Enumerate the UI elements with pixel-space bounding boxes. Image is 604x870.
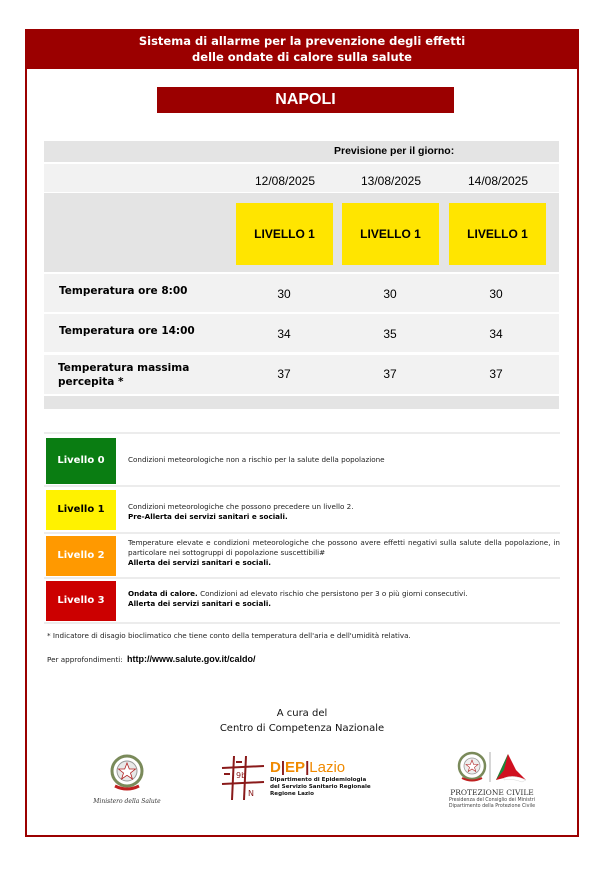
- svg-text:9b: 9b: [236, 771, 247, 780]
- dep-line3: Regione Lazio: [270, 791, 314, 797]
- protezione-civile-logo: [447, 750, 537, 814]
- dep-subtitle: [270, 777, 371, 798]
- temp-max-day-2: 37: [383, 367, 397, 381]
- protezione-title: PROTEZIONE CIVILE: [450, 788, 534, 797]
- temp-14-day-2: 35: [383, 327, 397, 341]
- republic-emblem-icon: [107, 752, 147, 794]
- legend-level-2-desc: Temperature elevate e condizioni meteorologiche che possono avere effetti negativi sulla salute della popolazione, in particolare nei sottogruppi di popolazione suscettibili#: [128, 538, 560, 557]
- dates-row: [44, 164, 559, 192]
- dep-line1: Dipartimento di Epidemiologia: [270, 777, 367, 783]
- legend-level-2-text: [128, 538, 560, 568]
- temp-14-label: Temperatura ore 14:00: [59, 325, 195, 337]
- protezione-line1: Presidenza del Consiglio dei Ministri: [448, 798, 536, 803]
- temp-max-label: [58, 361, 189, 389]
- legend-level-0-badge: Livello 0: [46, 438, 116, 484]
- dep-brand-d: D: [270, 759, 281, 776]
- legend-level-3-text: [128, 589, 560, 609]
- temp-max-row: [44, 355, 559, 394]
- more-info-label: Per approfondimenti:: [47, 655, 123, 664]
- table-footer-bar: [44, 396, 559, 409]
- page-header: [25, 29, 579, 69]
- temp-8-day-2: 30: [383, 287, 397, 301]
- legend-level-1-alert: Pre-Allerta dei servizi sanitari e sociali.: [128, 512, 288, 521]
- temp-8-row: [44, 274, 559, 312]
- svg-text:N: N: [248, 789, 254, 798]
- credits-line1: A cura del: [276, 708, 328, 719]
- temp-8-day-3: 30: [489, 287, 503, 301]
- more-info-link[interactable]: http://www.salute.gov.it/caldo/: [127, 654, 256, 664]
- legend-level-0-text: Condizioni meteorologiche non a rischio per la salute della popolazione: [128, 455, 385, 464]
- legend-level-2-badge: Livello 2: [46, 536, 116, 576]
- date-2: 13/08/2025: [360, 174, 422, 188]
- ministero-salute-logo: [92, 752, 162, 812]
- level-badge-day-3: LIVELLO 1: [449, 203, 546, 265]
- dep-brand: D|EP|Lazio: [270, 759, 346, 776]
- date-3: 14/08/2025: [467, 174, 529, 188]
- legend-level-3-desc: Condizioni ad elevato rischio che persistono per 3 o più giorni consecutivi.: [197, 589, 468, 598]
- dep-lazio-logo: [220, 752, 380, 812]
- dep-brand-lazio: Lazio: [309, 759, 346, 776]
- protezione-civile-emblem-icon: [456, 750, 528, 784]
- dep-brand-ep: EP: [285, 759, 306, 776]
- legend-divider: [44, 485, 560, 487]
- dep-symbol-icon: [220, 754, 266, 802]
- dep-line2: del Servizio Sanitario Regionale: [270, 784, 371, 790]
- levels-row: [44, 193, 559, 272]
- legend-level-1-desc: Condizioni meteorologiche che possono precedere un livello 2.: [128, 502, 354, 511]
- level-badge-day-2: LIVELLO 1: [342, 203, 439, 265]
- legend-divider: [44, 432, 560, 434]
- forecast-title: Previsione per il giorno:: [334, 145, 455, 157]
- legend-level-1-text: [128, 502, 560, 522]
- legend-level-3-lead: Ondata di calore.: [128, 589, 198, 598]
- legend-divider: [44, 622, 560, 624]
- more-info: [47, 654, 256, 664]
- legend-level-3-badge: Livello 3: [46, 581, 116, 621]
- header-title-line1: Sistema di allarme per la prevenzione degli effetti: [138, 34, 466, 48]
- date-1: 12/08/2025: [254, 174, 316, 188]
- city-title: NAPOLI: [157, 87, 454, 113]
- temp-8-label: Temperatura ore 8:00: [59, 285, 188, 297]
- credits-line2: Centro di Competenza Nazionale: [219, 723, 385, 734]
- level-badge-day-1: LIVELLO 1: [236, 203, 333, 265]
- legend-level-2-alert: Allerta dei servizi sanitari e sociali.: [128, 558, 272, 567]
- temp-8-day-1: 30: [277, 287, 291, 301]
- temp-14-row: [44, 314, 559, 352]
- temp-max-day-1: 37: [277, 367, 291, 381]
- legend-divider: [44, 532, 560, 534]
- temp-14-day-1: 34: [277, 327, 291, 341]
- credits: [25, 706, 579, 736]
- temp-max-day-3: 37: [489, 367, 503, 381]
- legend-divider: [44, 577, 560, 579]
- protezione-line2: Dipartimento della Protezione Civile: [448, 804, 536, 809]
- temp-max-label-line2: percepita *: [58, 376, 124, 388]
- legend-level-3-alert: Allerta dei servizi sanitari e sociali.: [128, 599, 272, 608]
- header-title-line2: delle ondate di calore sulla salute: [192, 50, 412, 64]
- temp-max-label-line1: Temperatura massima: [58, 362, 190, 374]
- footnote: * Indicatore di disagio bioclimatico che tiene conto della temperatura dell'aria e dell'umidità relativa.: [47, 631, 411, 640]
- ministero-caption: Ministero della Salute: [93, 798, 161, 805]
- forecast-header-row: [44, 141, 559, 162]
- temp-14-day-3: 34: [489, 327, 503, 341]
- legend-level-1-badge: Livello 1: [46, 490, 116, 530]
